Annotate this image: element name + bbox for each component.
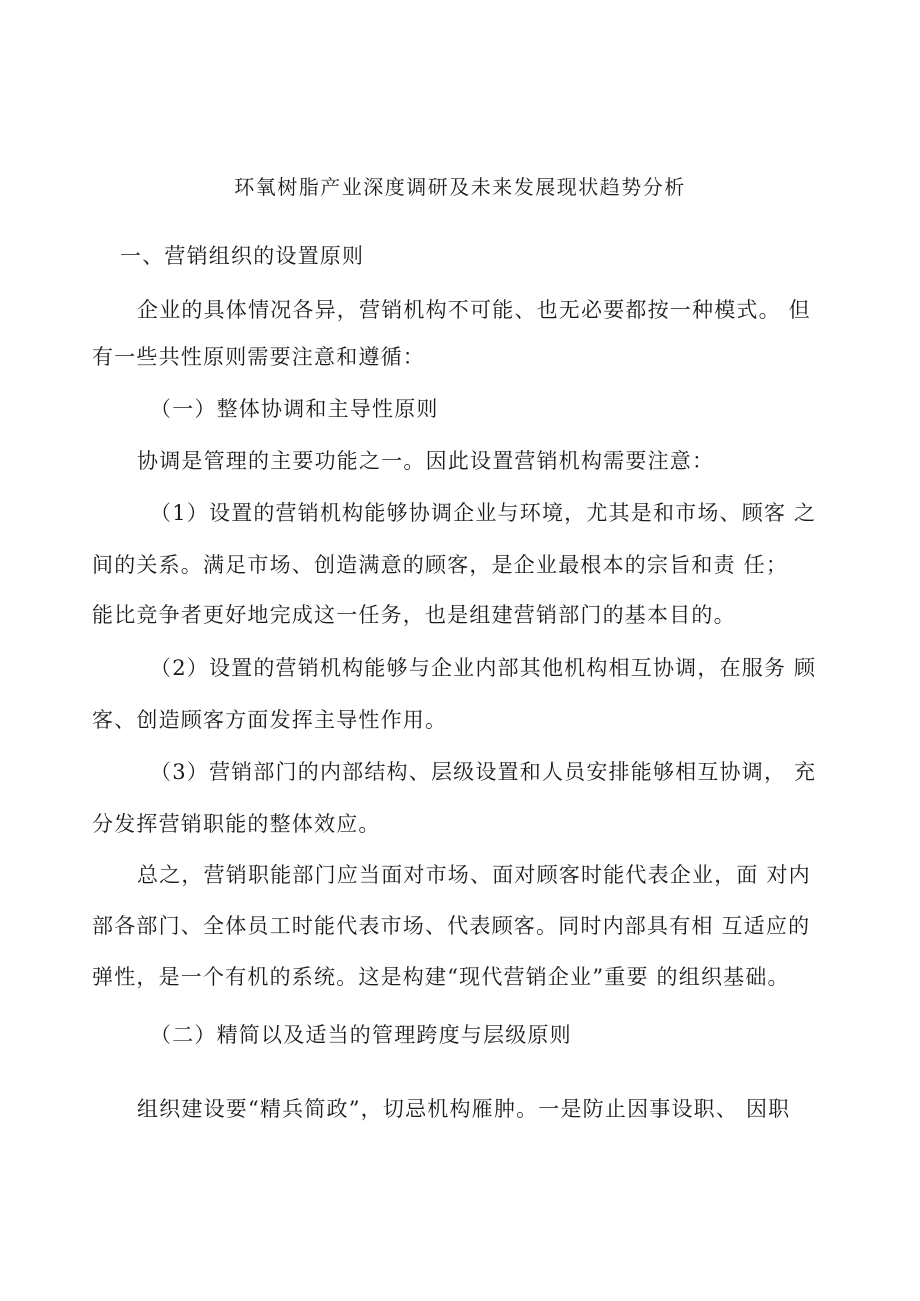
subsection-heading: （二）精简以及适当的管理跨度与层级原则 [150, 1023, 572, 1047]
paragraph-line: 有一些共性原则需要注意和遵循： [92, 345, 425, 369]
list-item-line: 客、创造顾客方面发挥主导性作用。 [92, 708, 448, 732]
paragraph-line: 部各部门、全体员工时能代表市场、代表顾客。同时内部具有相 互适应的 [92, 914, 811, 938]
list-item-line: （2）设置的营销机构能够与企业内部其他机构相互协调，在服务 顾 [150, 656, 817, 680]
list-item-line: 分发挥营销职能的整体效应。 [92, 812, 381, 836]
document-title: 环氧树脂产业深度调研及未来发展现状趋势分析 [234, 175, 686, 199]
paragraph-line: 总之，营销职能部门应当面对市场、面对顾客时能代表企业，面 对内 [137, 863, 811, 887]
list-item-line: （1）设置的营销机构能够协调企业与环境，尤其是和市场、顾客 之 [150, 501, 817, 525]
subsection-heading: （一）整体协调和主导性原则 [150, 397, 439, 421]
list-item-line: （3）营销部门的内部结构、层级设置和人员安排能够相互协调， 充 [150, 760, 817, 784]
list-item-line: 能比竞争者更好地完成这一任务，也是组建营销部门的基本目的。 [92, 603, 736, 627]
paragraph-line: 协调是管理的主要功能之一。因此设置营销机构需要注意： [137, 449, 715, 473]
section-heading: 一、营销组织的设置原则 [120, 244, 365, 268]
paragraph-line: 弹性，是一个有机的系统。这是构建“现代营销企业”重要 的组织基础。 [92, 965, 790, 989]
paragraph-line: 企业的具体情况各异，营销机构不可能、也无必要都按一种模式。 但 [137, 298, 811, 322]
paragraph-line: 组织建设要“精兵简政”，切忌机构雁肿。一是防止因事设职、 因职 [137, 1097, 791, 1121]
list-item-line: 间的关系。满足市场、创造满意的顾客，是企业最根本的宗旨和责 任； [92, 553, 789, 577]
